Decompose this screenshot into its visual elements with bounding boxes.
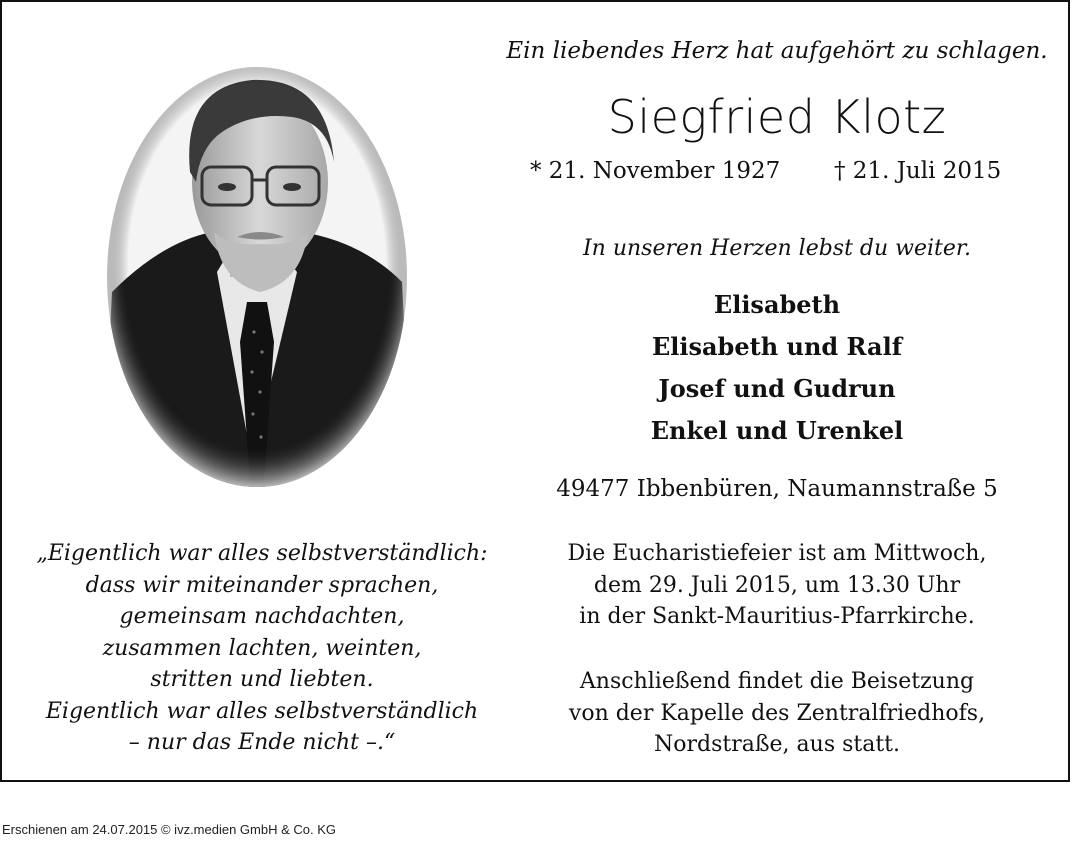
burial-info [522, 666, 1032, 761]
mourner-name: Enkel und Urenkel [650, 416, 904, 445]
service-info [522, 538, 1032, 633]
motto-line: In unseren Herzen lebst du weiter. [582, 236, 972, 261]
memorial-quote [22, 538, 502, 759]
mourner-name: Elisabeth und Ralf [651, 332, 903, 361]
deceased-name: Siegfried Klotz [607, 90, 947, 144]
burial-line: von der Kapelle des Zentralfriedhofs, [568, 700, 986, 726]
quote-line: stritten und liebten. [150, 667, 374, 692]
family-address: 49477 Ibbenbüren, Naumannstraße 5 [556, 476, 998, 502]
burial-line: Nordstraße, aus statt. [653, 732, 901, 757]
mourner-name: Elisabeth [713, 290, 841, 319]
mourner-name: Josef und Gudrun [658, 374, 896, 403]
intro-line: Ein liebendes Herz hat aufgehört zu schlagen. [506, 38, 1048, 64]
burial-line: Anschließend findet die Beisetzung [579, 669, 975, 694]
quote-line: gemeinsam nachdachten, [119, 604, 405, 629]
quote-line: – nur das Ende nicht –.“ [128, 730, 396, 755]
service-line: in der Sankt-Mauritius-Pfarrkirche. [579, 604, 975, 629]
quote-line: Eigentlich war alles selbstverständlich [45, 698, 479, 724]
service-line: Die Eucharistiefeier ist am Mittwoch, [567, 541, 987, 566]
publication-footer: Erschienen am 24.07.2015 © ivz.medien GmbH & Co. KG [2, 822, 337, 837]
quote-line: zusammen lachten, weinten, [102, 635, 422, 661]
death-date: † 21. Juli 2015 [834, 158, 1002, 184]
service-line: dem 29. Juli 2015, um 13.30 Uhr [593, 572, 961, 598]
quote-line: dass wir miteinander sprachen, [85, 572, 439, 598]
portrait-photo [102, 42, 412, 492]
quote-line: „Eigentlich war alles selbstverständlich: [36, 541, 488, 566]
mourners-list [562, 284, 992, 452]
birth-date: * 21. November 1927 [530, 158, 781, 184]
